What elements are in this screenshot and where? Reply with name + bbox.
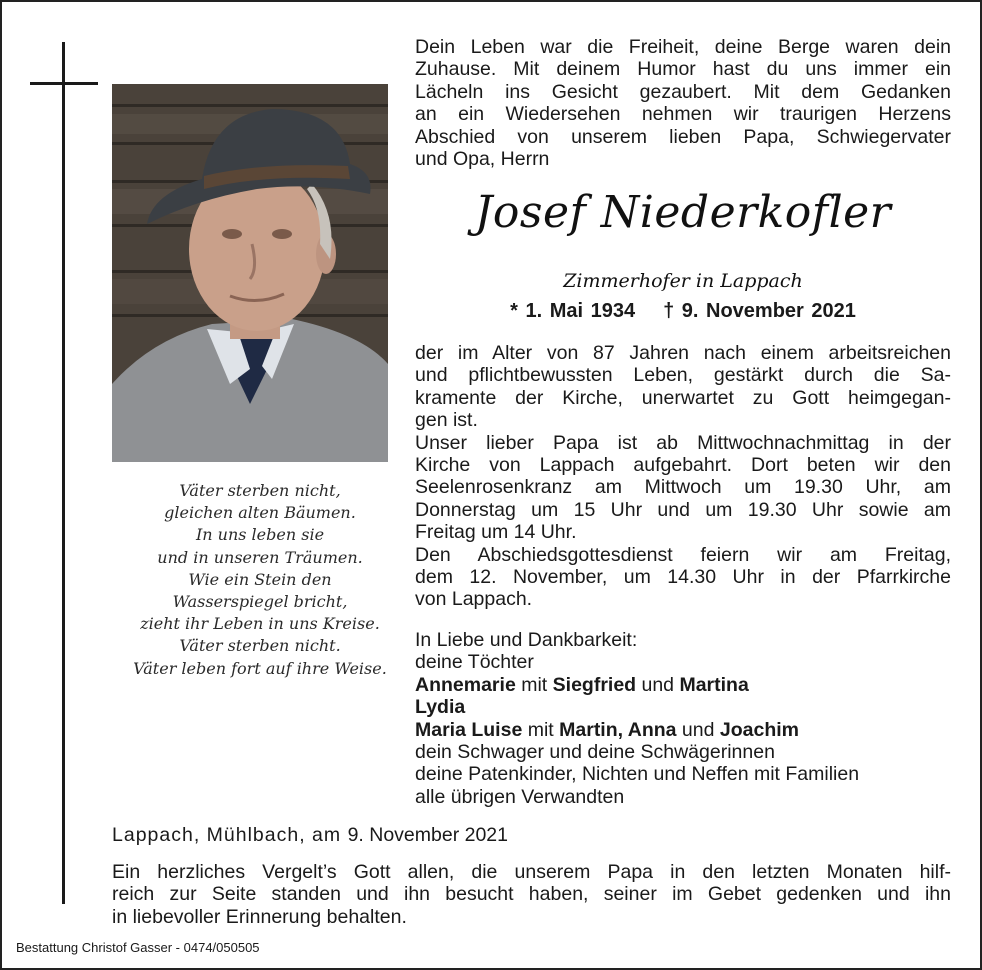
intro-line: Abschied von unserem lieben Papa, Schwiegervater	[415, 125, 951, 148]
cross-horizontal-bar	[30, 82, 98, 85]
funeral-home-footer: Bestattung Christof Gasser - 0474/050505	[16, 940, 260, 955]
body-line: kramente der Kirche, unerwartet zu Gott heimgegan-	[415, 386, 951, 409]
poem-line: Väter sterben nicht,	[179, 481, 341, 500]
intro-line: an ein Wiedersehen nehmen wir traurigen Herzens	[415, 103, 951, 126]
place-and-date	[112, 824, 508, 847]
mourners-line: alle übrigen Verwandten	[415, 785, 625, 808]
poem-line: Väter leben fort auf ihre Weise.	[133, 658, 387, 678]
poem-line: gleichen alten Bäumen.	[164, 503, 356, 523]
intro-line: und Opa, Herrn	[415, 148, 550, 171]
mourners-line: dein Schwager und deine Schwägerinnen	[415, 741, 775, 764]
thanks-line: reich zur Seite standen und ihn besucht haben, seiner im Gebet gedenken und ihn	[112, 883, 951, 906]
mourners-daughters-label: deine Töchter	[415, 651, 534, 674]
body-line: und pflichtbewussten Leben, gestärkt durch die Sa-	[415, 364, 951, 387]
thanks-text	[112, 861, 951, 928]
mourners-intro: In Liebe und Dankbarkeit:	[415, 629, 638, 651]
poem-line: Wie ein Stein den	[188, 569, 332, 589]
intro-line: Lächeln ins Gesicht gezaubert. Mit dem Gedanken	[415, 80, 951, 103]
intro-text	[415, 36, 951, 170]
body-line: Donnerstag um 15 Uhr und um 19.30 Uhr sowie am	[415, 498, 951, 521]
mourners-line-maria-luise: Maria Luise mit Martin, Anna und Joachim	[415, 718, 800, 741]
death-date: † 9. November 2021	[663, 300, 856, 322]
cross-vertical-bar	[62, 42, 65, 904]
deceased-subtitle: Zimmerhofer in Lappach	[563, 270, 803, 292]
place-date: 9. November 2021	[347, 824, 508, 846]
memorial-poem	[112, 480, 408, 680]
birth-date: * 1. Mai 1934	[510, 300, 636, 322]
poem-line: und in unseren Träumen.	[157, 547, 363, 567]
body-line: Kirche von Lappach aufgebahrt. Dort beten wir den	[415, 454, 951, 477]
body-line: Seelenrosenkranz am Mittwoch um 19.30 Uhr, am	[415, 476, 951, 499]
poem-line: Wasserspiegel bricht,	[172, 592, 348, 612]
place: Lappach, Mühlbach, am	[112, 824, 342, 846]
body-line: Den Abschiedsgottesdienst feiern wir am Freitag,	[415, 543, 951, 566]
portrait-photo	[112, 84, 388, 462]
deceased-name: Josef Niederkofler	[474, 187, 892, 238]
poem-line: Väter sterben nicht.	[179, 636, 341, 656]
mourners-list	[415, 629, 951, 808]
poem-line: In uns leben sie	[195, 525, 325, 545]
life-dates	[415, 300, 951, 323]
intro-line: Zuhause. Mit deinem Humor hast du uns immer ein	[415, 58, 951, 81]
mourners-line: deine Patenkinder, Nichten und Neffen mit Familien	[415, 763, 860, 786]
poem-line: zieht ihr Leben in uns Kreise.	[140, 614, 380, 634]
thanks-line: Ein herzliches Vergelt’s Gott allen, die unserem Papa in den letzten Monaten hilf-	[112, 861, 951, 883]
obituary-body	[415, 342, 951, 611]
body-line: der im Alter von 87 Jahren nach einem arbeitsreichen	[415, 342, 951, 364]
body-line: dem 12. November, um 14.30 Uhr in der Pfarrkirche	[415, 566, 951, 589]
thanks-line: in liebevoller Erinnerung behalten.	[112, 905, 407, 928]
body-line: gen ist.	[415, 409, 478, 432]
intro-line: Dein Leben war die Freiheit, deine Berge waren dein	[415, 36, 951, 58]
body-line: Unser lieber Papa ist ab Mittwochnachmittag in der	[415, 431, 951, 454]
mourners-line-annemarie: Annemarie mit Siegfried und Martina	[415, 673, 749, 696]
mourners-line-lydia: Lydia	[415, 696, 466, 719]
body-line: von Lappach.	[415, 588, 533, 611]
body-line: Freitag um 14 Uhr.	[415, 521, 577, 544]
